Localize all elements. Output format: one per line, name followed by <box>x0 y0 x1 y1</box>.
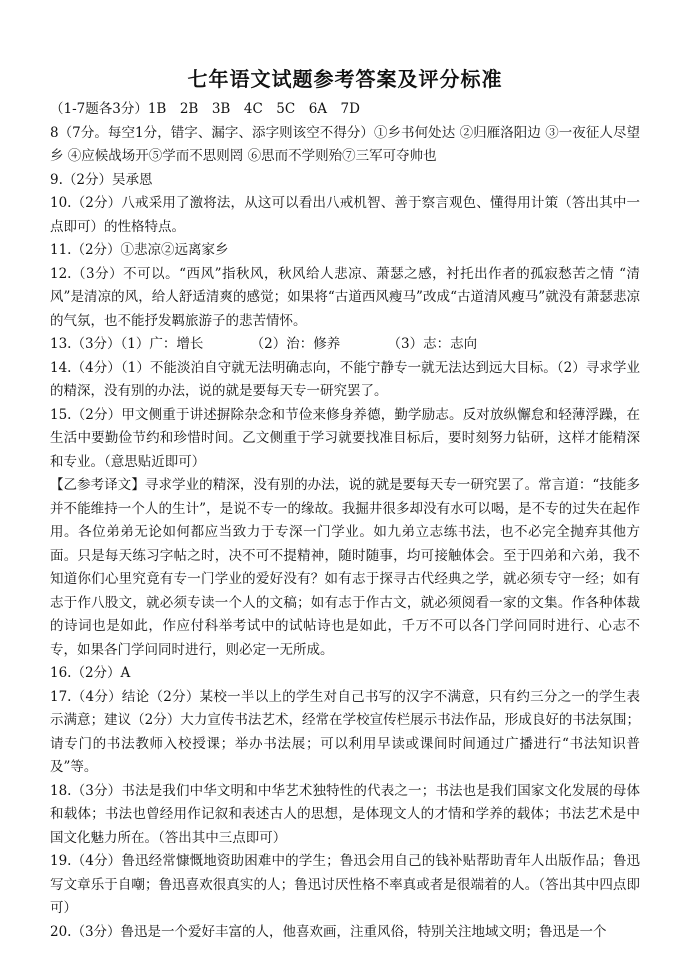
translation-paragraph: 【乙参考译文】寻求学业的精深，没有别的办法，说的就是要每天专一研究罢了。常言道：“技能多并不能维持一个人的生计”，是说不专一的缘故。我掘井很多却没有水可以喝，是不专的过失在起作用。各位弟弟无论如何都应当致力于专深一门学业。如九弟立志练书法，也不必完全抛弃其他方面。只是每天练习字帖之时，决不可不提精神，随时随事，均可接触体会。至于四弟和六弟，我不知道你们心里究竟有专一门学业的爱好没有？如有志于探寻古代经典之学，就必须专守一经；如有志于作八股文，就必须专读一个人的文稿；如有志于作古文，就必须阅看一家的文集。作各种体裁的诗词也是如此，作应付科举考试中的试帖诗也是如此，千万不可以各门学问同时进行、心志不专，如果各门学问同时进行，则必定一无所成。 <box>50 477 640 658</box>
answer-8: 8（7分。每空1分，错字、漏字、添字则该空不得分）①乡书何处达 ②归雁洛阳边 ③一夜征人尽望乡 ④应候战场开⑤学而不思则罔 ⑥思而不学则殆⑦三军可夺帅也 <box>50 124 640 164</box>
answer-17: 17.（4分）结论（2分）某校一半以上的学生对自己书写的汉字不满意，只有约三分之一的学生表示满意；建议（2分）大力宣传书法艺术，经常在学校宣传栏展示书法作品，形成良好的书法氛围；请专门的书法教师入校授课；举办书法展；可以利用早读或课间时间通过广播进行“书法知识普及”等。 <box>50 688 640 775</box>
answer-12: 12.（3分）不可以。“西风”指秋风，秋风给人悲凉、萧瑟之感，衬托出作者的孤寂愁苦之情 “清风”是清凉的风，给人舒适清爽的感觉；如果将“古道西风瘦马”改成“古道清风瘦马”就没有萧瑟悲凉的气氛，也不能抒发羁旅游子的悲苦情怀。 <box>50 265 640 329</box>
answer-1-7: （1-7题各3分）1B 2B 3B 4C 5C 6A 7D <box>50 101 360 117</box>
answer-11: 11.（2分）①悲凉②远离家乡 <box>50 242 229 258</box>
page-title: 七年语文试题参考答案及评分标准 <box>187 67 503 91</box>
answer-key-page <box>50 64 640 944</box>
answer-20: 20.（3分）鲁迅是一个爱好丰富的人，他喜欢画，注重风俗，特别关注地域文明；鲁迅是一个 <box>50 923 607 940</box>
answer-18: 18.（3分）书法是我们中华文明和中华艺术独特性的代表之一；书法也是我们国家文化发展的母体和载体；书法也曾经用作记叙和表述古人的思想，是体现文人的才情和学养的载体；书法艺术是中国文化魅力所在。（答出其中三点即可） <box>50 782 640 846</box>
answer-9: 9.（2分）吴承恩 <box>50 171 153 188</box>
answer-10: 10.（2分）八戒采用了激将法，从这可以看出八戒机智、善于察言观色、懂得用计策（答出其中一点即可）的性格特点。 <box>50 195 640 235</box>
answer-14: 14.（4分）（1）不能淡泊自守就无法明确志向，不能宁静专一就无法达到远大目标。（2）寻求学业的精深，没有别的办法，说的就是要每天专一研究罢了。 <box>50 359 640 399</box>
answer-15: 15.（2分）甲文侧重于讲述摒除杂念和节俭来修身养德，勤学励志。反对放纵懈怠和轻薄浮躁，在生活中要勤俭节约和珍惜时间。乙文侧重于学习就要找准目标后，要时刻努力钻研，这样才能精深和专业。（意思贴近即可） <box>50 406 640 470</box>
answer-19: 19.（4分）鲁迅经常慷慨地资助困难中的学生；鲁迅会用自己的钱补贴帮助青年人出版作品；鲁迅写文章乐于自嘲；鲁迅喜欢很真实的人；鲁迅讨厌性格不率真或者是很端着的人。（答出其中四点即可） <box>50 853 640 916</box>
answer-13: 13.（3分）（1）广：增长 （2）治：修养 （3）志：志向 <box>50 336 478 352</box>
answer-16: 16.（2分）A <box>50 665 131 681</box>
